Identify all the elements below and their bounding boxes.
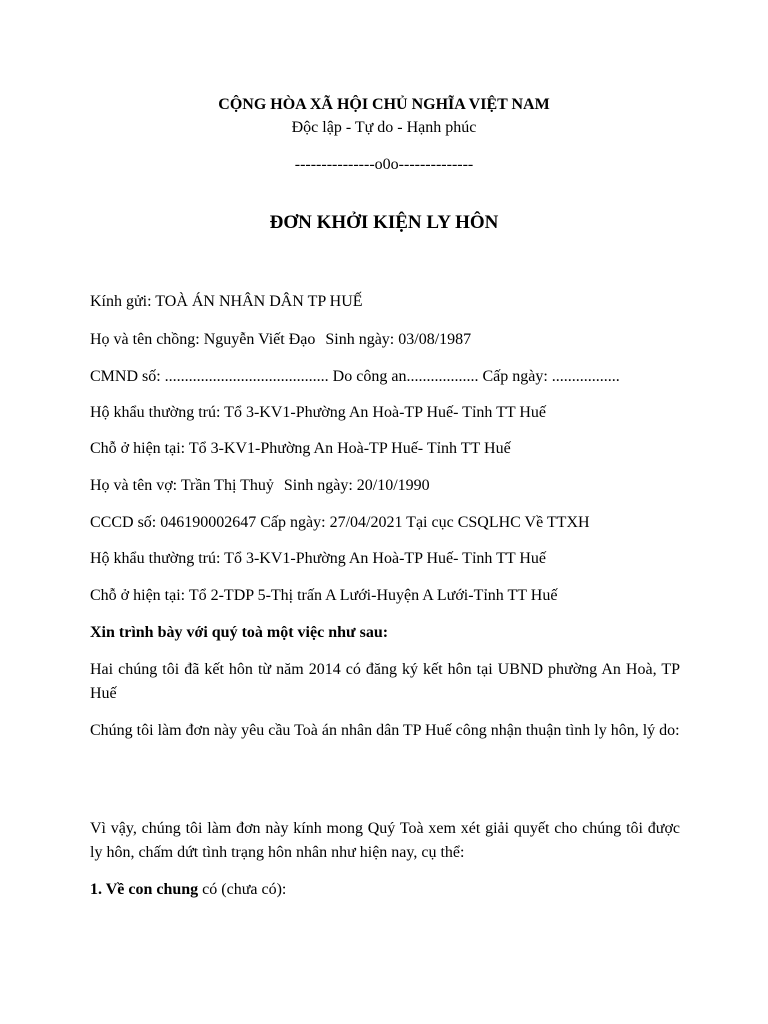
nation-header: CỘNG HÒA XÃ HỘI CHỦ NGHĨA VIỆT NAM bbox=[218, 96, 550, 113]
separator: ---------------o0o-------------- bbox=[294, 156, 474, 173]
husband-dob: Sinh ngày: 03/08/1987 bbox=[325, 331, 472, 348]
children-section-text: có (chưa có): bbox=[198, 881, 287, 898]
wife-name-row bbox=[90, 474, 680, 498]
husband-registered-address: Hộ khẩu thường trú: Tổ 3-KV1-Phường An Hoà-TP Huế- Tỉnh TT Huế bbox=[90, 404, 547, 421]
wife-current-address: Chỗ ở hiện tại: Tổ 2-TDP 5-Thị trấn A Lưới-Huyện A Lưới-Tỉnh TT Huế bbox=[90, 587, 558, 604]
wife-id-line: CCCD số: 046190002647 Cấp ngày: 27/04/2021 Tại cục CSQLHC Về TTXH bbox=[90, 514, 590, 531]
children-section-label: 1. Về con chung bbox=[90, 881, 199, 898]
husband-id-line: CMND số: ......................................... Do công an.................. Cấp ngày: ................. bbox=[90, 368, 620, 385]
wife-name: Họ và tên vợ: Trần Thị Thuỷ bbox=[90, 477, 274, 494]
document-title: ĐƠN KHỞI KIỆN LY HÔN bbox=[269, 212, 499, 233]
husband-current-address: Chỗ ở hiện tại: Tổ 3-KV1-Phường An Hoà-TP Huế- Tỉnh TT Huế bbox=[90, 440, 511, 457]
request-paragraph: Chúng tôi làm đơn này yêu cầu Toà án nhân dân TP Huế công nhận thuận tình ly hôn, lý do: bbox=[90, 722, 680, 739]
husband-name-row bbox=[90, 328, 680, 352]
intro-heading: Xin trình bày với quý toà một việc như sau: bbox=[90, 624, 389, 641]
wife-registered-address: Hộ khẩu thường trú: Tổ 3-KV1-Phường An Hoà-TP Huế- Tỉnh TT Huế bbox=[90, 550, 547, 567]
marriage-paragraph: Hai chúng tôi đã kết hôn từ năm 2014 có đăng ký kết hôn tại UBND phường An Hoà, TP Huế bbox=[90, 661, 680, 702]
wife-dob: Sinh ngày: 20/10/1990 bbox=[283, 477, 430, 494]
husband-name: Họ và tên chồng: Nguyễn Viết Đạo bbox=[90, 331, 316, 348]
recipient-line: Kính gửi: TOÀ ÁN NHÂN DÂN TP HUẾ bbox=[90, 293, 363, 310]
children-section bbox=[90, 878, 680, 902]
conclusion-paragraph: Vì vậy, chúng tôi làm đơn này kính mong Quý Toà xem xét giải quyết cho chúng tôi được ly hôn, chấm dứt tình trạng hôn nhân như hiện nay, cụ thể: bbox=[90, 820, 680, 861]
motto: Độc lập - Tự do - Hạnh phúc bbox=[291, 119, 477, 136]
